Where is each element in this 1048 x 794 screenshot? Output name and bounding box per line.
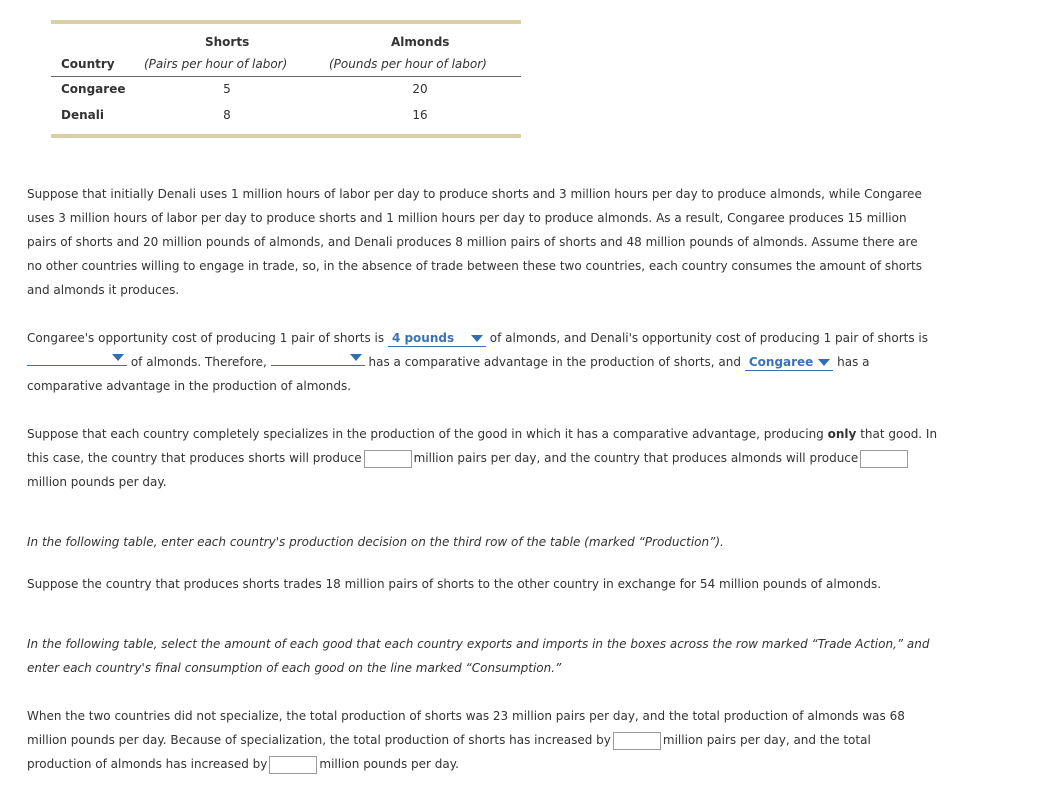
gains-paragraph <box>27 704 1017 776</box>
intro-paragraph <box>27 182 1017 302</box>
specialization-line-1 <box>27 422 1017 446</box>
table-top-rule <box>51 20 521 24</box>
header-divider <box>51 76 521 77</box>
text: has a <box>837 355 870 369</box>
caret-down-icon <box>350 354 362 361</box>
intro-line: Suppose that initially Denali uses 1 million hours of labor per day to produce shorts and 3 million hours per day to produce almonds, while Congaree <box>27 187 922 201</box>
text: Congaree's opportunity cost of producing 1 pair of shorts is <box>27 331 385 345</box>
shorts-increase-input[interactable] <box>613 732 661 750</box>
text: of almonds, and Denali's opportunity cost of producing 1 pair of shorts is <box>489 331 928 345</box>
text: million pounds per day. Because of specialization, the total production of shorts has increased by <box>27 733 611 747</box>
cell-congaree-shorts: 5 <box>223 82 231 96</box>
text: comparative advantage in the production of almonds. <box>27 379 352 393</box>
denali-opportunity-cost-dropdown[interactable] <box>27 350 127 366</box>
text: million pounds per day. <box>319 757 459 771</box>
col-header-shorts: Shorts <box>205 35 250 49</box>
cell-congaree-almonds: 20 <box>412 82 428 96</box>
shorts-advantage-country-dropdown[interactable] <box>271 350 365 366</box>
col-header-almonds-unit: (Pounds per hour of labor) <box>329 57 487 71</box>
text: has a comparative advantage in the production of shorts, and <box>368 355 742 369</box>
specialization-line-2 <box>27 446 1017 470</box>
row-country-denali: Denali <box>61 108 104 122</box>
table-bottom-rule <box>51 134 521 138</box>
intro-line: pairs of shorts and 20 million pounds of almonds, and Denali produces 8 million pairs of shorts and 48 million pounds of almonds. Assume there are <box>27 235 918 249</box>
cell-denali-almonds: 16 <box>412 108 428 122</box>
text: that good. In <box>860 427 938 441</box>
opportunity-cost-line-2 <box>27 350 1017 374</box>
text: When the two countries did not specialize, the total production of shorts was 23 million pairs per day, and the total production of almonds was 68 <box>27 709 905 723</box>
cell-denali-shorts: 8 <box>223 108 231 122</box>
dropdown-value: Congaree <box>748 355 814 369</box>
col-header-almonds: Almonds <box>391 35 450 49</box>
almonds-production-input[interactable] <box>860 450 908 468</box>
text: of almonds. Therefore, <box>130 355 267 369</box>
text: million pounds per day. <box>27 475 167 489</box>
almonds-increase-input[interactable] <box>269 756 317 774</box>
opportunity-cost-paragraph <box>27 326 1017 398</box>
caret-down-icon <box>818 359 830 366</box>
intro-line: no other countries willing to engage in trade, so, in the absence of trade between these two countries, each country consumes the amount of shorts <box>27 259 922 273</box>
instruction-line: enter each country's final consumption of each good on the line marked “Consumption.” <box>27 661 562 675</box>
trade-description: Suppose the country that produces shorts trades 18 million pairs of shorts to the other country in exchange for 54 million pounds of almonds. <box>27 577 882 591</box>
intro-line: and almonds it produces. <box>27 283 180 297</box>
row-country-congaree: Congaree <box>61 82 126 96</box>
col-header-country: Country <box>61 57 115 71</box>
instruction-line: In the following table, select the amount of each good that each country exports and imports in the boxes across the row marked “Trade Action,” and <box>27 637 930 651</box>
col-header-shorts-unit: (Pairs per hour of labor) <box>144 57 288 71</box>
text: this case, the country that produces shorts will produce <box>27 451 362 465</box>
almonds-advantage-country-dropdown[interactable] <box>745 355 833 371</box>
gains-line-3 <box>27 752 1017 776</box>
caret-down-icon <box>471 335 483 342</box>
text: million pairs per day, and the total <box>662 733 871 747</box>
text: million pairs per day, and the country that produces almonds will produce <box>413 451 859 465</box>
text: Suppose that each country completely specializes in the production of the good in which it has a comparative advantage, producing <box>27 427 824 441</box>
congaree-opportunity-cost-dropdown[interactable] <box>388 331 486 347</box>
text: production of almonds has increased by <box>27 757 268 771</box>
trade-table-instruction <box>27 632 1017 680</box>
production-table-instruction: In the following table, enter each country's production decision on the third row of the table (marked “Production”). <box>27 535 724 549</box>
specialization-paragraph <box>27 422 1017 494</box>
dropdown-value: 4 pounds <box>391 331 455 345</box>
shorts-production-input[interactable] <box>364 450 412 468</box>
emphasis-only: only <box>827 427 857 441</box>
caret-down-icon <box>112 354 124 361</box>
intro-line: uses 3 million hours of labor per day to produce shorts and 1 million hours per day to produce almonds. As a result, Congaree produces 15 million <box>27 211 907 225</box>
gains-line-2 <box>27 728 1017 752</box>
opportunity-cost-line-1 <box>27 326 1017 350</box>
